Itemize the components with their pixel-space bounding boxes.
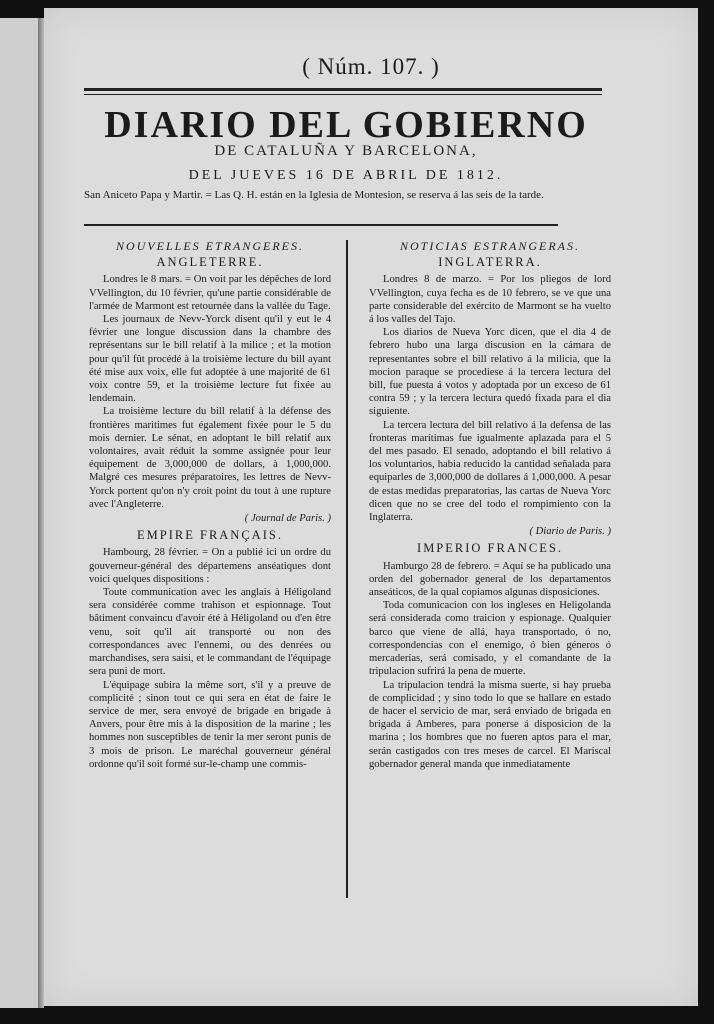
saint-notice: San Aniceto Papa y Martir. = Las Q. H. están en la Iglesia de Montesion, se reserva á las seis de la tarde. [84,189,544,201]
country-heading-angleterre: ANGLETERRE. [156,255,264,270]
dateline: DEL JUEVES 16 DE ABRIL DE 1812. [188,168,504,183]
paragraph: Londres 8 de marzo. = Por los pliegos de lord VVellington, cuya fecha es de 10 febrero, se ve que una parte considerable del exército de Marmont se ha vuelto á los valles del Tajo. [369,274,611,326]
masthead-top-rule [84,88,602,95]
issue-number: ( Núm. 107. ) [302,54,440,79]
newspaper-page [44,8,698,1006]
country-heading-empire-francais: EMPIRE FRANÇAIS. [137,528,283,543]
source-attribution: ( Journal de Paris. ) [244,513,331,525]
section-title-spanish: NOTICIAS ESTRANGERAS. [400,239,580,253]
paragraph: Hamburgo 28 de febrero. = Aquí se ha publicado una orden del gobernador general de los departamentos anseáticos, de la qual copiamos algunas disposiciones. [369,560,611,599]
paragraph: La tercera lectura del bill relativo á la defensa de las fronteras marítimas fue igualmente aplazada para el 5 del mes pasado. El senado, adoptando el bill relativo á los voluntarios, habia reducido la cantidad señalada para equiparles de 3,000,000 de dollares á 1,000,000. A pesar de estas medidas preparatorias, las cartas de Nueva Yorc dicen que no se cree del todo el rompimiento con la Inglaterra. [369,419,611,524]
source-attribution: ( Diario de Paris. ) [529,526,611,538]
paragraph: Les journaux de Nevv-Yorck disent qu'il y eut le 4 février une longue discussion dans la chambre des représentans sur le bill relatif à la milice ; et la motion pour qu'il fût procédé à la troisième lecture du bill ayant été mise aux voix, elle fut adoptée à une majorité de 61 voix contre 59, et la troisième lecture fut fixée au lendemain. [89,314,331,405]
column-divider [346,240,348,898]
paragraph: L'équipage subira la même sort, s'il y a preuve de complicité ; sinon tout ce qui sera en état de faire le service de mer, sera envoyé de brigade en brigade à Anvers, pour être mis à la disposition de la marine ; les hommes non susceptibles de tenir la mer seront punis de 3 mois de prison. Le maréchal gouverneur général ordonne qu'il soit formé sur-le-champ une commis- [89,679,331,770]
paragraph: Toda comunicacion con los ingleses en Heligolanda será considerada como traicion y espionage. Qualquier barco que viene de allá, haya transportado, ó no, correspondencias con el enemigo, ó bien géneros ó mercaderías, será comisado, y el comandante de la tripulacion sufrirá la pena de muerte. [369,600,611,678]
section-title-french: NOUVELLES ETRANGERES. [116,239,304,253]
country-heading-inglaterra: INGLATERRA. [438,255,542,270]
spanish-column [369,238,611,898]
masthead-subtitle: DE CATALUÑA Y BARCELONA, [214,143,478,159]
paragraph: La troisième lecture du bill relatif à la défense des frontières maritimes fut également fixée pour le 5 du mois dernier. Le sénat, en adoptant le bill relatif aux volontaires, avait réduit la somme assignée pour leur équipement de 3,000,000 de dollars, à 1,000,000. Malgré ces mesures préparatoires, les lettres de Nevv-Yorck portent qu'on n'y croit point du tout à une rupture avec l'Angleterre. [89,406,331,510]
masthead-bottom-rule [84,224,558,226]
masthead-title: DIARIO DEL GOBIERNO [104,104,588,146]
paragraph: Londres le 8 mars. = On voit par les dépêches de lord VVellington, du 10 février, qu'une partie considérable de l'armée de Marmont est retournée dans la vallée du Tage. [89,274,331,312]
paragraph: Toute communication avec les anglais à Héligoland sera considérée comme trahison et espionnage. Tout bâtiment convaincu d'avoir été à Héligoland ou d'en être venu, soit qu'il ait transporté ou non des correspondances avec l'ennemi, ou des denrées ou marchandises, sera saisi, et le commandant de l'équipage sera puni de mort. [89,587,331,678]
facing-page-edge [0,18,40,1008]
paragraph: La tripulacion tendrá la misma suerte, si hay prueba de complicidad ; y sino todo lo que se hallare en estado de hacer el servicio de mar, será enviado de brigada en brigada á Amberes, para ponerse á disposicion de la marina ; los hombres que no fueren aptos para el mar, serán castigados con tres meses de carcel. El Mariscal gobernador general manda que inmediatamente [369,679,611,770]
paragraph: Los diarios de Nueva Yorc dicen, que el dia 4 de febrero hubo una larga discusion en la cámara de representantes sobre el bill relativo á la milicia, que la mocion paraque se procediese á la tercera lectura del bill, fue puesta á votos y adoptada por un exceso de 61 contra 59 ; y la tercera lectura quedó fixada para el dia siguiente. [369,327,611,418]
french-column [89,238,331,898]
country-heading-imperio-frances: IMPERIO FRANCES. [417,541,563,556]
paragraph: Hambourg, 28 février. = On a publié ici un ordre du gouverneur-général des départemens anséatiques dont voici quelques dispositions : [89,547,331,585]
